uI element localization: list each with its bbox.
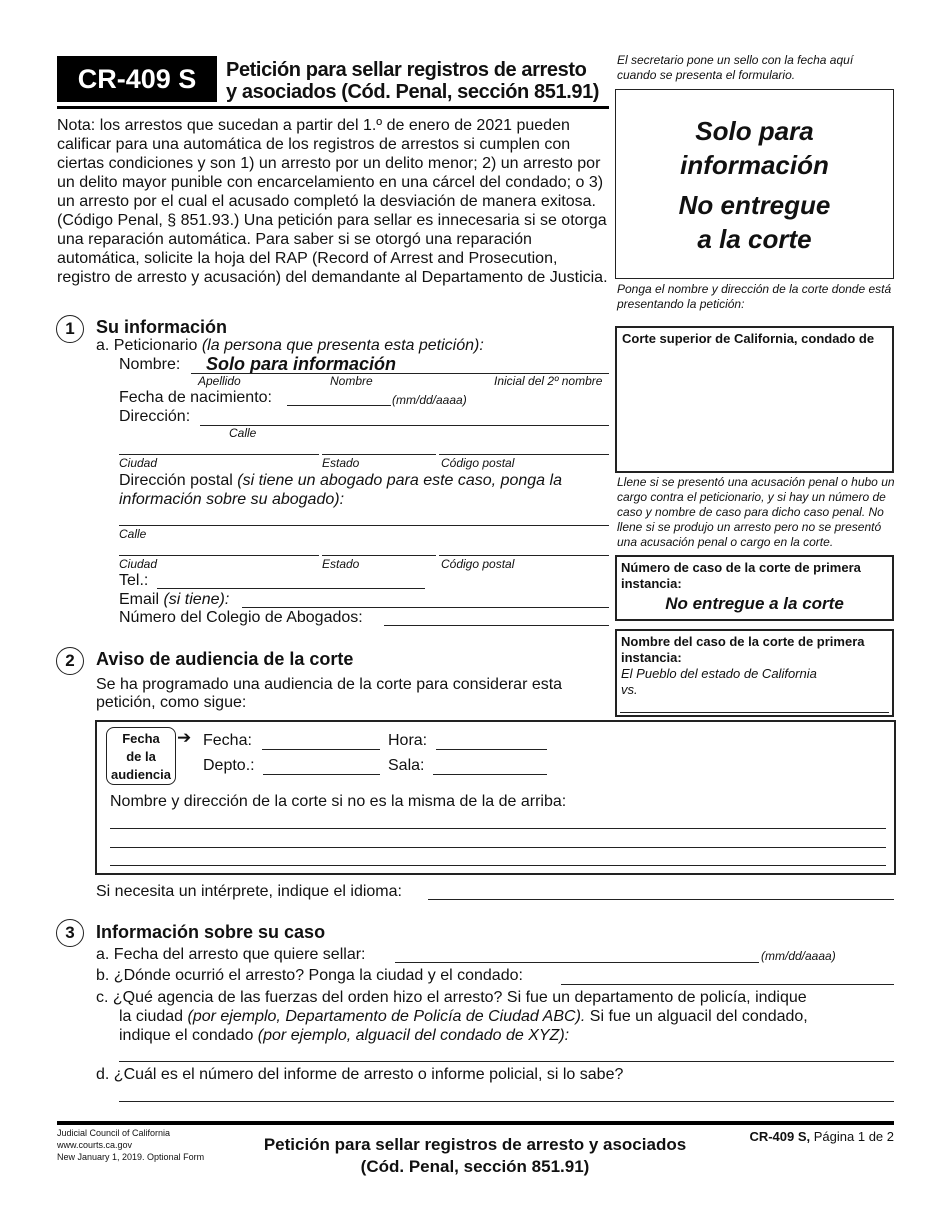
intro-note: Nota: los arrestos que sucedan a partir del 1.º de enero de 2021 pueden calificar para una automática de los registros de arrestos si cumplen con ciertas condiciones y son 1) un arresto por un delito menor; 2) un arresto por un delito mayor punible con encarcelamiento en una cárcel del condado; o 3) un arresto por el cual el acusado completó la desviación de manera exitosa. (Código Penal, § 851.93.) Una petición para sellar es innecesaria si se otorga una reparación automática. Para saber si se otorgó una reparación automática, solicite la hoja del RAP (Record of Arrest and Prosecution, registro de arresto y acusación) del demandante al Departamento de Justicia. — [57, 117, 608, 286]
caption-calle-2: Calle — [119, 527, 147, 541]
footer-left — [57, 1127, 204, 1163]
address-line[interactable] — [200, 425, 609, 426]
stamp-line2: información — [680, 150, 829, 180]
case-name-box — [615, 629, 894, 717]
court-box — [615, 326, 894, 473]
bar-number-line[interactable] — [384, 625, 609, 626]
address-label: Dirección: — [119, 408, 191, 425]
report-number-line[interactable] — [119, 1101, 894, 1102]
footer-council: Judicial Council of California — [57, 1128, 171, 1138]
stamp-text — [616, 114, 893, 256]
dob-line[interactable] — [287, 405, 391, 406]
footer-title-line1: Petición para sellar registros de arresto y asociados — [263, 1135, 687, 1154]
court-label: Corte superior de California, condado de — [622, 331, 875, 346]
hearing-text-line2: petición, como sigue: — [96, 694, 247, 711]
section1-number: 1 — [56, 315, 84, 343]
arrest-location-line[interactable] — [561, 984, 894, 985]
caption-estado: Estado — [322, 456, 360, 470]
interpreter-label: Si necesita un intérprete, indique el idioma: — [96, 883, 402, 900]
clerk-note: El secretario pone un sello con la fecha aquí cuando se presenta el formulario. — [617, 53, 854, 82]
petitioner-prefix: a. Peticionario — [96, 337, 198, 354]
arrest-date-label: a. Fecha del arresto que quiere sellar: — [96, 946, 366, 963]
fecha-line[interactable] — [262, 749, 380, 750]
name-value[interactable]: Solo para información — [206, 354, 397, 374]
case-instruction: Llene si se presentó una acusación penal o hubo un cargo contra el peticionario, y si hay un número de caso y nombre de caso para dicho caso penal. No llene si se produjo un arresto pero no se presentó una acusación penal o cargo en la corte. — [617, 475, 895, 549]
agency-line3-a: indique el condado — [119, 1027, 254, 1044]
city-line[interactable] — [119, 454, 319, 455]
postal-state-line[interactable] — [322, 555, 436, 556]
arrest-date-format: (mm/dd/aaaa) — [761, 949, 836, 963]
section1-title: Su información — [96, 317, 228, 337]
arrest-date-line[interactable] — [395, 962, 759, 963]
badge-line2: de la — [126, 749, 156, 764]
sala-label: Sala: — [388, 757, 425, 774]
section3-number: 3 — [56, 919, 84, 947]
postal-street-line[interactable] — [119, 525, 609, 526]
email-italic: (si tiene): — [163, 591, 230, 608]
bar-number-label: Número del Colegio de Abogados: — [119, 609, 363, 626]
footer-page — [744, 1129, 894, 1144]
agency-line3-b: (por ejemplo, alguacil del condado de XYZ): — [257, 1027, 570, 1044]
depto-label: Depto.: — [203, 757, 255, 774]
footer-page-number: Página 1 de 2 — [813, 1129, 894, 1144]
caption-codigo-postal: Código postal — [441, 456, 515, 470]
court-address-line3[interactable] — [110, 865, 886, 866]
hora-line[interactable] — [436, 749, 547, 750]
stamp-line1: Solo para — [695, 116, 814, 146]
agency-line2-a: la ciudad — [119, 1008, 184, 1025]
postal-italic1: (si tiene un abogado para este caso, ponga la — [237, 472, 562, 489]
badge-line3: audiencia — [111, 767, 171, 782]
stamp-line4: a la corte — [697, 224, 812, 254]
court-address-label: Nombre y dirección de la corte si no es la misma de la de arriba: — [110, 793, 567, 810]
agency-line1: c. ¿Qué agencia de las fuerzas del orden hizo el arresto? Si fue un departamento de policía, indique — [96, 989, 807, 1006]
case-name-label: Nombre del caso de la corte de primera instancia: — [621, 634, 865, 665]
dob-label: Fecha de nacimiento: — [119, 389, 272, 406]
agency-line[interactable] — [119, 1061, 894, 1062]
caption-inicial: Inicial del 2º nombre — [494, 374, 603, 388]
agency-line2-c: Si fue un alguacil del condado, — [589, 1008, 808, 1025]
case-name-line1: El Pueblo del estado de California — [621, 666, 817, 681]
petitioner-label — [96, 337, 484, 355]
caption-calle: Calle — [229, 426, 257, 440]
clerk-stamp-box — [615, 89, 894, 279]
case-name-line[interactable] — [620, 712, 889, 713]
caption-estado-2: Estado — [322, 557, 360, 571]
footer-form-code: CR-409 S, — [749, 1129, 811, 1144]
caption-codigo-postal-2: Código postal — [441, 557, 515, 571]
hearing-box — [95, 720, 896, 875]
agency-question — [96, 988, 896, 1045]
postal-italic2: información sobre su abogado): — [119, 491, 345, 508]
tel-label: Tel.: — [119, 572, 149, 589]
hearing-text-line1: Se ha programado una audiencia de la corte para considerar esta — [96, 676, 563, 693]
caption-apellido: Apellido — [198, 374, 241, 388]
footer-date: New January 1, 2019. Optional Form — [57, 1152, 205, 1162]
caption-ciudad: Ciudad — [119, 456, 158, 470]
tel-line[interactable] — [157, 588, 425, 589]
case-name-line2: vs. — [621, 682, 638, 697]
form-code-badge: CR-409 S — [57, 56, 217, 102]
footer-rule — [57, 1121, 894, 1125]
postal-zip-line[interactable] — [439, 555, 609, 556]
postal-city-line[interactable] — [119, 555, 319, 556]
section3-title: Información sobre su caso — [96, 922, 326, 942]
stamp-line3: No entregue — [678, 190, 831, 220]
caption-nombre: Nombre — [330, 374, 373, 388]
caption-ciudad-2: Ciudad — [119, 557, 158, 571]
header-rule — [57, 106, 609, 109]
court-instruction: Ponga el nombre y dirección de la corte donde está presentando la petición: — [617, 282, 892, 311]
form-title-line1: Petición para sellar registros de arresto — [226, 59, 587, 81]
interpreter-line[interactable] — [428, 899, 894, 900]
badge-line1: Fecha — [122, 731, 160, 746]
sala-line[interactable] — [433, 774, 547, 775]
case-number-box — [615, 555, 894, 621]
footer-website: www.courts.ca.gov — [57, 1140, 133, 1150]
court-address-line1[interactable] — [110, 828, 886, 829]
agency-line3 — [96, 1026, 896, 1045]
case-number-value: No entregue a la corte — [665, 594, 844, 613]
postal-address-label — [119, 471, 609, 509]
footer-title-line2: (Cód. Penal, sección 851.91) — [360, 1157, 590, 1176]
state-line[interactable] — [322, 454, 436, 455]
court-address-line2[interactable] — [110, 847, 886, 848]
hearing-date-badge — [106, 727, 176, 785]
form-title-line2: y asociados (Cód. Penal, sección 851.91) — [226, 81, 600, 103]
form-title — [226, 59, 616, 103]
section2-number: 2 — [56, 647, 84, 675]
agency-line2-b: (por ejemplo, Departamento de Policía de Ciudad ABC). — [187, 1008, 586, 1025]
case-number-label: Número de caso de la corte de primera instancia: — [621, 560, 861, 591]
email-line[interactable] — [242, 607, 609, 608]
name-label: Nombre: — [119, 356, 181, 373]
dob-format: (mm/dd/aaaa) — [392, 393, 467, 407]
agency-line2 — [96, 1007, 896, 1026]
arrest-location-label: b. ¿Dónde ocurrió el arresto? Ponga la ciudad y el condado: — [96, 967, 523, 984]
arrow-icon: ➔ — [177, 728, 192, 747]
hora-label: Hora: — [388, 732, 428, 749]
email-prefix: Email — [119, 591, 160, 608]
footer-title — [225, 1134, 725, 1178]
section2-title: Aviso de audiencia de la corte — [96, 649, 354, 669]
hearing-text — [96, 676, 562, 712]
postal-prefix: Dirección postal — [119, 472, 233, 489]
depto-line[interactable] — [263, 774, 380, 775]
petitioner-italic: (la persona que presenta esta petición): — [201, 337, 484, 354]
report-number-label: d. ¿Cuál es el número del informe de arresto o informe policial, si lo sabe? — [96, 1066, 624, 1083]
zip-line[interactable] — [439, 454, 609, 455]
email-label — [119, 591, 229, 609]
fecha-label: Fecha: — [203, 732, 252, 749]
